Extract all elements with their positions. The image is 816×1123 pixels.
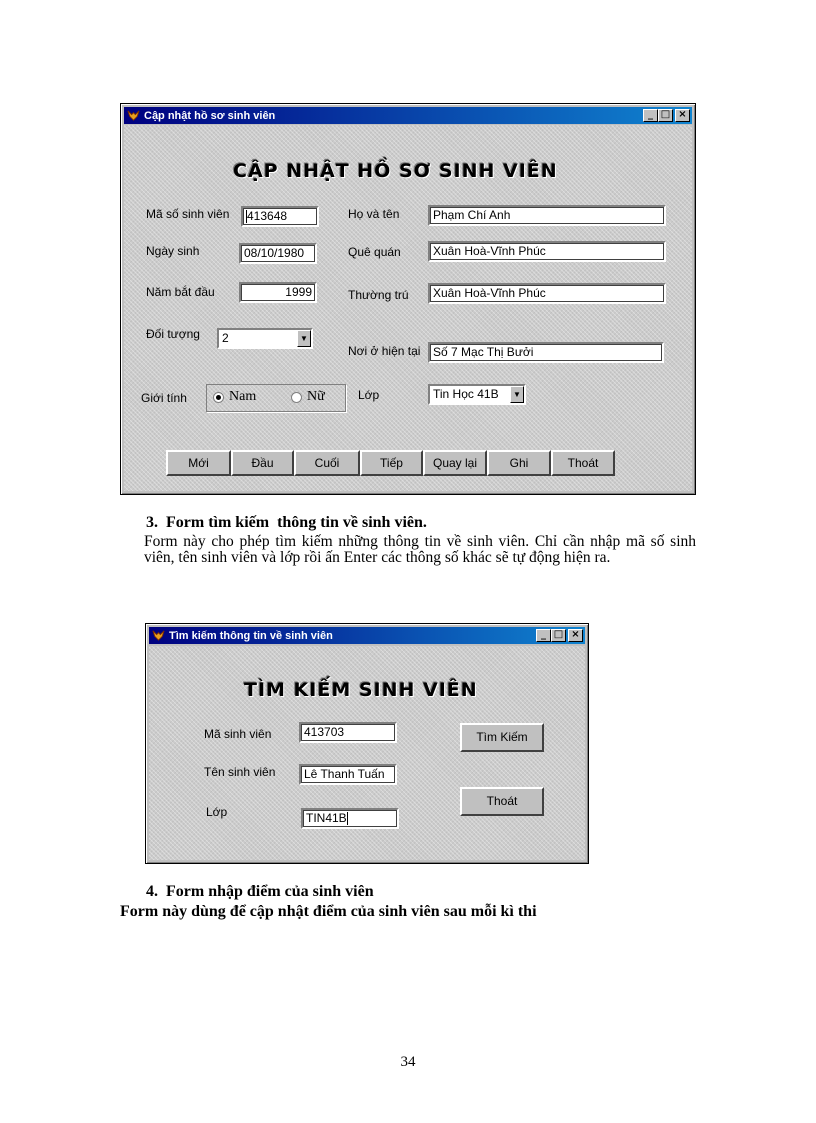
student-id-field[interactable] [241,206,319,227]
start-year-value: 1999 [285,285,312,299]
update-student-window [120,103,696,495]
category-label: Đối tượng [146,327,200,341]
search-class-field[interactable] [301,808,399,829]
form-heading: TÌM KIẾM SINH VIÊN [244,679,478,701]
category-value: 2 [222,331,229,345]
hometown-value: Xuân Hoà-Vĩnh Phúc [433,244,546,258]
birth-date-label: Ngày sinh [146,244,200,258]
search-student-id-label: Mã sinh viên [204,727,272,741]
maximize-icon[interactable]: □ [551,629,566,642]
next-button[interactable]: Tiếp [360,450,423,476]
text-caret [347,812,348,825]
current-address-field[interactable] [428,342,664,363]
permanent-address-label: Thường trú [348,288,409,302]
full-name-field[interactable] [428,205,666,226]
search-class-value: TIN41B [306,811,347,825]
current-address-value: Số 7 Mạc Thị Bưởi [433,345,534,359]
minimize-icon[interactable]: _ [643,109,658,122]
start-year-label: Năm bắt đầu [146,285,215,299]
gender-option-male[interactable] [213,389,256,405]
search-name-value: Lê Thanh Tuấn [304,767,385,781]
title-bar[interactable] [149,627,585,644]
hometown-label: Quê quán [348,245,401,259]
fox-icon [127,109,140,122]
permanent-address-field[interactable] [428,283,666,304]
window-title: Tìm kiếm thông tin về sinh viên [169,629,333,642]
chevron-down-icon[interactable]: ▼ [510,386,524,403]
fox-icon [152,629,165,642]
exit-button[interactable]: Thoát [460,787,544,816]
navigation-button-bar [166,450,615,476]
last-button[interactable]: Cuối [294,450,360,476]
start-year-field[interactable] [239,282,317,303]
search-student-window [145,623,589,864]
radio-selected-icon [213,392,224,403]
save-button[interactable]: Ghi [487,450,551,476]
chevron-down-icon[interactable]: ▼ [297,330,311,347]
maximize-icon[interactable]: □ [658,109,673,122]
student-id-label: Mã số sinh viên [146,207,230,221]
first-button[interactable]: Đầu [231,450,294,476]
current-address-label: Nơi ở hiện tại [348,344,421,358]
full-name-value: Phạm Chí Anh [433,208,511,222]
gender-option-male-label: Nam [229,389,257,404]
search-name-field[interactable] [299,764,397,785]
birth-date-field[interactable] [239,243,317,264]
search-class-label: Lớp [206,805,228,819]
close-icon[interactable]: × [568,629,583,642]
gender-label: Giới tính [141,391,187,405]
new-button[interactable]: Mới [166,450,231,476]
search-student-id-value: 413703 [304,725,345,739]
radio-unselected-icon [291,392,302,403]
window-title: Cập nhật hồ sơ sinh viên [144,109,276,122]
category-select[interactable] [217,328,313,349]
page-number: 34 [400,1054,416,1070]
class-select[interactable] [428,384,526,405]
section-4-heading: 4. Form nhập điểm của sinh viên [146,883,374,900]
hometown-field[interactable] [428,241,666,262]
close-icon[interactable]: × [675,109,690,122]
search-button[interactable]: Tìm Kiếm [460,723,544,752]
form-heading: CẬP NHẬT HỒ SƠ SINH VIÊN [233,160,558,182]
search-name-label: Tên sinh viên [204,765,276,779]
section-3-paragraph: Form này cho phép tìm kiếm những thông tin về sinh viên. Chỉ cần nhập mã số sinh viên, tên sinh viên và lớp rồi ấn Enter các thông số khác sẽ tự động hiện ra. [144,533,696,566]
class-value: Tin Học 41B [433,387,499,401]
class-label: Lớp [358,388,380,402]
title-bar[interactable] [124,107,692,124]
section-4-paragraph: Form này dùng để cập nhật điểm của sinh viên sau mỗi kì thi [120,903,537,920]
minimize-icon[interactable]: _ [536,629,551,642]
gender-option-female[interactable] [291,389,325,405]
back-button[interactable]: Quay lại [423,450,487,476]
birth-date-value: 08/10/1980 [244,246,305,260]
section-3-heading: 3. Form tìm kiếm thông tin về sinh viên. [146,514,427,531]
gender-option-female-label: Nữ [307,389,325,404]
permanent-address-value: Xuân Hoà-Vĩnh Phúc [433,286,546,300]
full-name-label: Họ và tên [348,207,400,221]
search-student-id-field[interactable] [299,722,397,743]
exit-button[interactable]: Thoát [551,450,615,476]
student-id-value: 413648 [247,209,288,223]
